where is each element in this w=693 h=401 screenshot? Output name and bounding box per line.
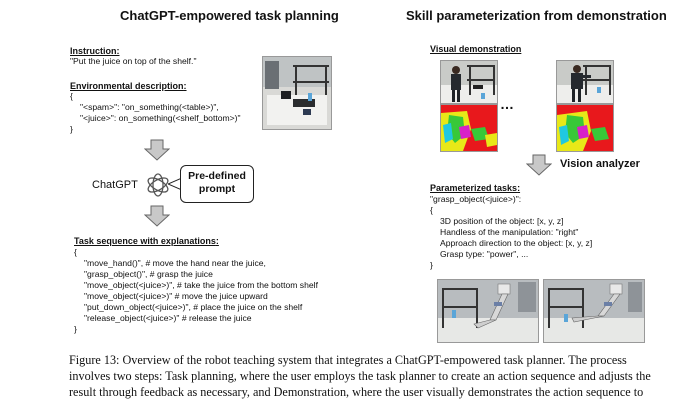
robot-photo-1-image (438, 280, 538, 342)
segmentation-map-2-image (557, 105, 613, 151)
task-line-0: { (74, 247, 77, 257)
predefined-line1: Pre-defined (188, 170, 246, 182)
robot-photo-1 (437, 279, 539, 343)
env-line-2: "<juice>": on_something(<shelf_bottom>)" (80, 113, 241, 123)
task-line-2: "grasp_object()", # grasp the juice (84, 269, 213, 279)
param-line-6: } (430, 260, 433, 270)
down-arrow-icon-3 (526, 154, 552, 176)
chatgpt-label: ChatGPT (92, 179, 138, 191)
demo-photo-2 (556, 60, 614, 104)
param-line-1: { (430, 205, 433, 215)
demo-photo-1 (440, 60, 498, 104)
param-line-0: "grasp_object(<juice>)": (430, 194, 522, 204)
down-arrow-icon-2 (144, 205, 170, 227)
env-line-1: "<spam>": "on_something(<table>)", (80, 102, 219, 112)
task-line-4: "move_object(<juice>)" # move the juice upward (84, 291, 268, 301)
task-line-7: } (74, 324, 77, 334)
robot-photo-2 (543, 279, 645, 343)
demo-photo-2-image (557, 61, 613, 103)
task-line-6: "release_object(<juice>)" # release the juice (84, 313, 252, 323)
segmentation-map-1-image (441, 105, 497, 151)
env-line-0: { (70, 91, 73, 101)
predefined-prompt-box (180, 165, 254, 203)
scene-photo-image (263, 57, 331, 129)
instruction-heading: Instruction: (70, 46, 120, 56)
segmentation-map-2 (556, 104, 614, 152)
param-heading: Parameterized tasks: (430, 183, 521, 193)
instruction-text: "Put the juice on top of the shelf." (70, 56, 197, 66)
down-arrow-icon (144, 139, 170, 161)
param-line-3: Handless of the manipulation: "right" (440, 227, 579, 237)
robot-photo-2-image (544, 280, 644, 342)
caption-line-3: result through feedback as necessary, and Demonstration, where the user visually demonstrates the action sequence to (69, 385, 644, 399)
task-line-5: "put_down_object(<juice>)", # place the juice on the shelf (84, 302, 303, 312)
visual-demo-heading: Visual demonstration (430, 44, 522, 54)
param-line-4: Approach direction to the object: [x, y, z] (440, 238, 593, 248)
param-line-5: Grasp type: "power", ... (440, 249, 529, 259)
caption-line-2: involves two steps: Task planning, where the user employs the task planner to create an action sequence and adjusts the (69, 369, 651, 383)
scene-photo (262, 56, 332, 130)
demo-photo-1-image (441, 61, 497, 103)
task-line-3: "move_object(<juice>)", # take the juice from the bottom shelf (84, 280, 318, 290)
right-title: Skill parameterization from demonstration (406, 8, 667, 23)
env-heading: Environmental description: (70, 81, 187, 91)
caption-line-1: Figure 13: Overview of the robot teaching system that integrates a ChatGPT-empowered task planner. The process (69, 353, 627, 367)
vision-analyzer-label: Vision analyzer (560, 158, 640, 170)
left-title: ChatGPT-empowered task planning (120, 8, 339, 23)
ellipsis-separator: … (500, 96, 514, 112)
task-line-1: "move_hand()", # move the hand near the juice, (84, 258, 266, 268)
predefined-line2: prompt (198, 183, 236, 195)
param-line-2: 3D position of the object: [x, y, z] (440, 216, 564, 226)
task-heading: Task sequence with explanations: (74, 236, 219, 246)
env-line-3: } (70, 124, 73, 134)
segmentation-map-1 (440, 104, 498, 152)
